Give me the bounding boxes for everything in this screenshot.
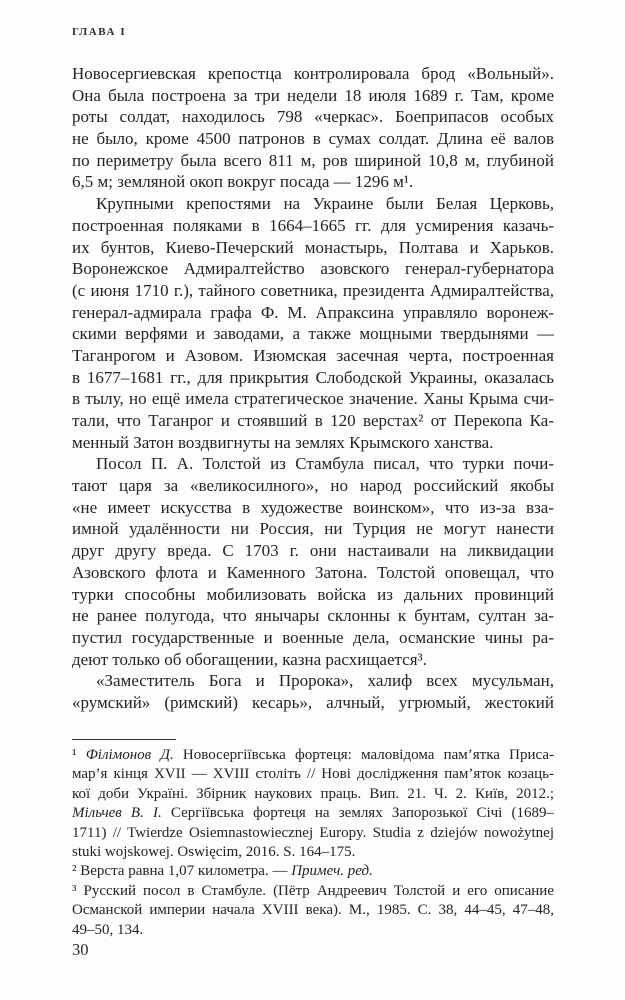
body-line: в тылу, но ещё имела стратегическое значение. Ханы Крыма счи- xyxy=(72,389,554,409)
body-line: имной удалённости ни Россия, ни Турция не могут нанести xyxy=(72,519,554,539)
body-line: не ранее полугода, что янычары склонны к бунтам, султан за- xyxy=(72,606,554,626)
footnote-text: Сергіївська фортеця на землях Запорозької Січі (1689– xyxy=(161,805,554,822)
body-line: генерал-адмирала графа Ф. М. Апраксина управляло воронеж- xyxy=(72,302,554,322)
body-line: Новосергиевская крепостца контролировала брод «Вольный». xyxy=(72,64,554,83)
paragraph xyxy=(72,63,554,193)
body-line: Крупными крепостями на Украине были Белая Церковь, xyxy=(96,194,554,214)
body-line: роты солдат, находилось 798 «черкас». Боеприпасов особых xyxy=(72,107,554,127)
footnote-line xyxy=(72,901,554,920)
footnote xyxy=(72,746,554,862)
footnote-separator xyxy=(72,739,176,740)
footnote-line xyxy=(72,824,554,843)
body-line: Она была построена за три недели 18 июля 1689 г. Там, кроме xyxy=(72,85,554,105)
body-line: тают царя за «великосилного», но народ российский якобы xyxy=(72,476,554,496)
footnote-text: Османской империи начала XVIII века). М., 1985. С. 38, 44–45, 47–48, xyxy=(72,902,554,919)
footnote-line xyxy=(72,862,554,881)
body-line: деют только об обогащении, казна расхищается³. xyxy=(72,649,427,669)
body-line: Таганрогом и Азовом. Изюмская засечная черта, построенная xyxy=(72,345,554,365)
page-number: 30 xyxy=(72,940,89,959)
footnote-line xyxy=(72,785,554,804)
footnote-text: мар’я кінця XVII — XVIII століть // Нові дослідження пам’яток козаць- xyxy=(72,766,554,783)
paragraph xyxy=(72,453,554,670)
footnote-line xyxy=(72,765,554,784)
footnote-italic-text: Примеч. ред. xyxy=(291,863,373,880)
footnote-line xyxy=(72,882,554,901)
body-line: «румский» (римский) кесарь», алчный, угрюмый, жестокий xyxy=(72,692,554,712)
body-line: построенная поляками в 1664–1665 гг. для усмирения казачь- xyxy=(72,215,554,235)
body-line: в 1677–1681 гг., для прикрытия Слободской Украины, оказалась xyxy=(72,367,554,387)
body-text xyxy=(72,63,554,714)
footnote-line xyxy=(72,804,554,823)
body-line: скими верфями и заводами, а также мощными твердынями — xyxy=(72,324,554,344)
body-line: менный Затон воздвигнуты на землях Крымского ханства. xyxy=(72,432,494,452)
footnote xyxy=(72,882,554,940)
footnote-text: 49–50, 134. xyxy=(72,921,144,938)
footnote-text: ³ Русский посол в Стамбуле. (Пётр Андреевич Толстой и его описание xyxy=(72,882,554,899)
body-line: (с июня 1710 г.), тайного советника, президента Адмиралтейства, xyxy=(72,280,554,300)
body-line: пустил государственные и военные дела, османские чины ра- xyxy=(72,627,554,647)
body-line: друг другу вреда. С 1703 г. они настаивали на ликвидации xyxy=(72,541,554,561)
footnote-text: Новосергіївська фортеця: маловідома пам’ятка Приса- xyxy=(173,747,554,763)
body-line: Азовского флота и Каменного Затона. Толстой оповещал, что xyxy=(72,562,554,582)
footnote-text: stuki wojskowej. Oswięcim, 2016. S. 164–175. xyxy=(72,843,356,860)
body-line: турки способны мобилизовать войска из дальних провинций xyxy=(72,584,554,604)
footnote xyxy=(72,862,554,881)
running-head: ГЛАВА I xyxy=(72,26,127,38)
body-line: 6,5 м; земляной окоп вокруг посада — 1296 м¹. xyxy=(72,172,414,192)
footnote-italic-text: Філімонов Д. xyxy=(85,747,174,763)
body-line: их бунтов, Киево-Печерский монастырь, Полтава и Харьков. xyxy=(72,237,554,257)
footnote-text: ¹ xyxy=(72,747,86,763)
body-line: Воронежское Адмиралтейство азовского генерал-губернатора xyxy=(72,259,554,279)
footnote-line xyxy=(72,921,554,940)
footnote-text: кої доби Україні. Збірник наукових праць. Вип. 21. Ч. 2. Київ, 2012.; xyxy=(72,785,554,802)
paragraph xyxy=(72,670,554,713)
body-line: по периметру была всего 811 м, ров шириной 10,8 м, глубиной xyxy=(72,150,554,170)
body-line: Посол П. А. Толстой из Стамбула писал, что турки почи- xyxy=(96,454,554,474)
body-line: «Заместитель Бога и Пророка», халиф всех мусульман, xyxy=(96,671,554,691)
footnotes xyxy=(72,746,554,940)
footnote-italic-text: Мільчев В. І. xyxy=(72,805,162,822)
footnote-text: 1711) // Twierdze Osiemnastowiecznej Europy. Studia z dziejów nowożytnej xyxy=(72,824,554,841)
footnote-line xyxy=(72,843,554,862)
body-line: не было, кроме 4500 патронов в сумах солдат. Длина её валов xyxy=(72,129,554,149)
footnote-text: ² Верста равна 1,07 километра. — xyxy=(72,863,292,880)
body-line: «не имеет искусства в художестве воинском», что из-за вза- xyxy=(72,497,554,517)
footnote-line xyxy=(72,746,554,765)
body-line: тали, что Таганрог и стоявший в 120 верстах² от Перекопа Ка- xyxy=(72,411,554,430)
paragraph xyxy=(72,193,554,453)
